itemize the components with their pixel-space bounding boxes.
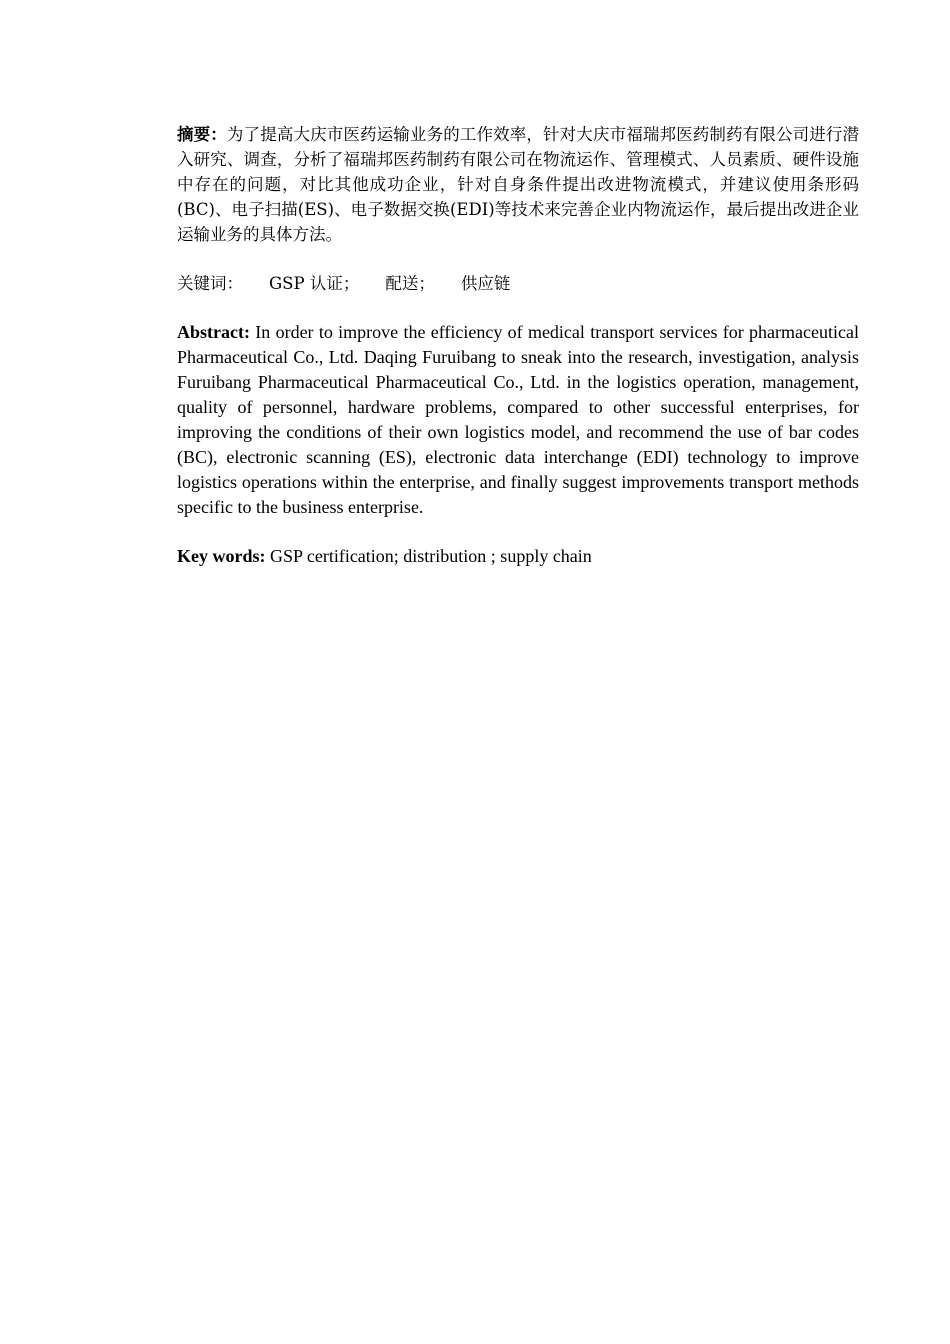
chinese-abstract-text: 为了提高大庆市医药运输业务的工作效率，针对大庆市福瑞邦医药制药有限公司进行潜入研究、调查，分析了福瑞邦医药制药有限公司在物流运作、管理模式、人员素质、硬件设施中存在的问题，对比其他成功企业，针对自身条件提出改进物流模式，并建议使用条形码(BC)、电子扫描(ES)、电子数据交换(EDI)等技术来完善企业内物流运作，最后提出改进企业运输业务的具体方法。	[177, 125, 860, 244]
chinese-keywords-label: 关键词：	[177, 274, 243, 293]
chinese-keyword-2: 配送；	[385, 274, 435, 293]
document-page	[177, 122, 859, 569]
chinese-abstract-label: 摘要：	[177, 125, 227, 144]
english-abstract-text: In order to improve the efficiency of medical transport services for pharmaceutical Pharmaceutical Co., Ltd. Daqing Furuibang to sneak into the research, investigation, analysis Furuibang Pharmaceutical Pharmaceutical Co., Ltd. in the logistics operation, management, quality of personnel, hardware problems, compared to other successful enterprises, for improving the conditions of their own logistics model, and recommend the use of bar codes (BC), electronic scanning (ES), electronic data interchange (EDI) technology to improve logistics operations within the enterprise, and finally suggest improvements transport methods specific to the business enterprise.	[177, 322, 859, 517]
chinese-keyword-1: GSP 认证；	[269, 274, 360, 293]
english-abstract	[177, 320, 859, 520]
chinese-abstract	[177, 122, 859, 247]
english-abstract-label: Abstract:	[177, 322, 250, 342]
english-keywords	[177, 544, 859, 569]
chinese-keywords	[177, 271, 859, 296]
chinese-keyword-3: 供应链	[460, 274, 511, 293]
english-keywords-text: GSP certification; distribution ; supply chain	[265, 546, 592, 566]
english-keywords-label: Key words:	[177, 546, 266, 566]
